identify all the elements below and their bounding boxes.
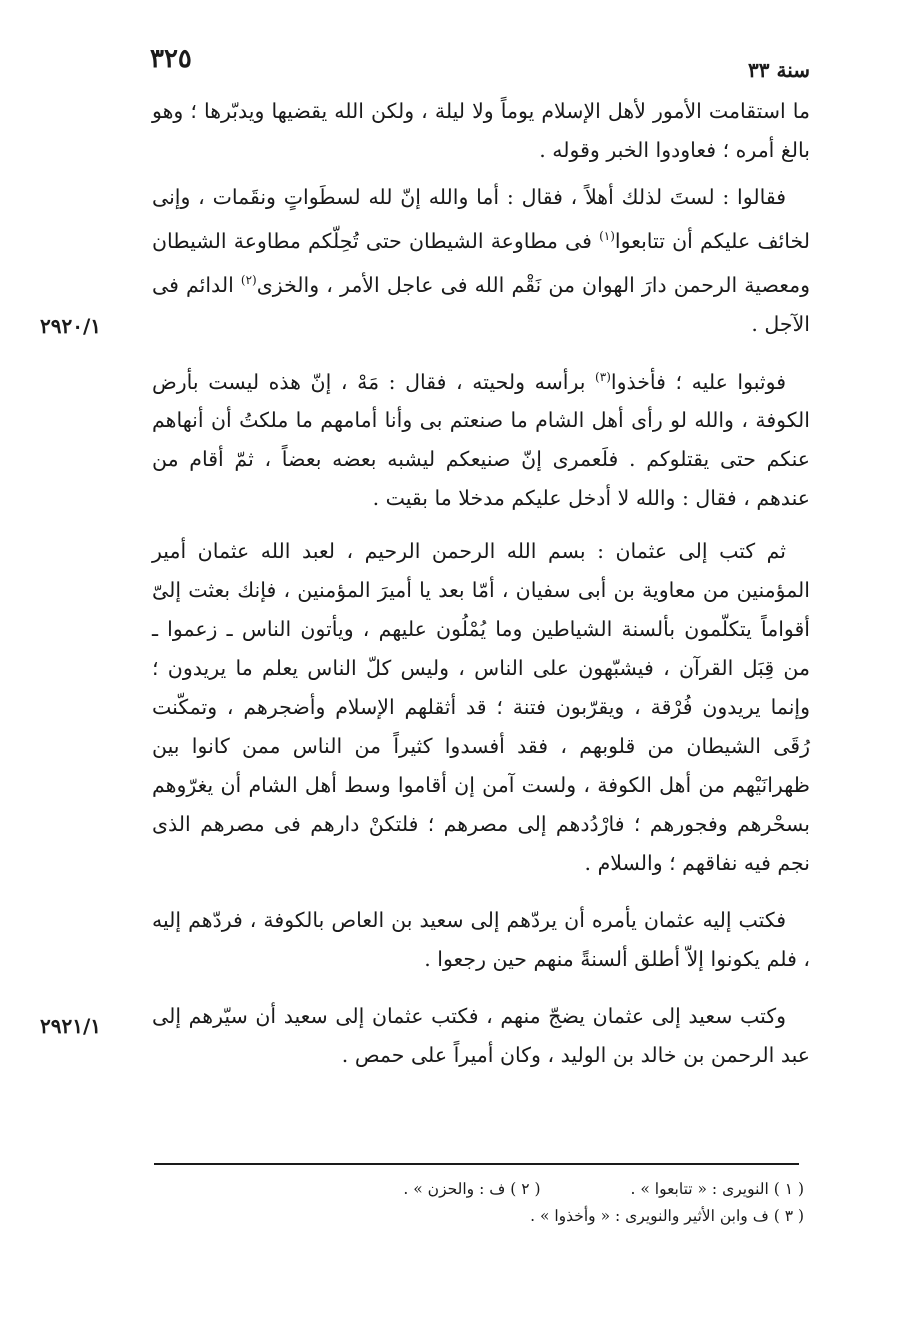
footnote-divider [154,1163,799,1165]
footnote-ref-1: (١) [599,229,615,243]
paragraph-1: ما استقامت الأمور لأهل الإسلام يوماً ولا ليلة ، ولكن الله يقضيها ويدبّرها ؛ وهو بالغ أمره ؛ فعاودوا الخبر وقوله . [152,99,810,162]
paragraph-3-part-a: فوثبوا عليه ؛ فأخذوا [610,369,786,394]
footnote-ref-2: (٢) [240,272,257,287]
page-number: ٣٢٥ [150,44,192,74]
footnote-row-1 [154,1176,804,1203]
paragraph-5: فكتب إليه عثمان يأمره أن يردّهم إلى سعيد بن العاص بالكوفة ، فردّهم إليه ، فلم يكونوا إلاّ أطلق ألسنةً منهم حين رجعوا . [152,908,810,972]
paragraph-2-part-c: الدائم فى الآجل . [152,272,810,336]
footnote-2: ( ٢ ) ف : والحزن » . [403,1180,541,1198]
body-text [152,92,810,1075]
paragraph-3-part-b: برأسه ولحيته ، فقال : مَهْ ، إنّ هذه ليست بأرض الكوفة ، والله لو رأى أهل الشام ما صنعتم بى وأنا أمامهم ما ملكتُ أن أنهاهم عنكم حتى يقتلوكم . فلَعمرى إنّ صنيعكم ليشبه بعضه بعضاً ، ثمّ أقام من عندهم ، فقال : والله لا أدخل عليكم مدخلا ما بقيت . [152,369,810,511]
footnote-3: ( ٣ ) ف وابن الأثير والنويرى : « وأخذوا » . [530,1207,804,1225]
paragraph-3 [152,358,810,519]
page-header [150,44,810,84]
paragraph-2-part-b: فى مطاوعة الشيطان حتى تُحِلّكم مطاوعة الشيطان ومعصية الرحمن دارَ الهوان من نَقْم الله فى عاجل الأمر ، والخزى [152,228,810,297]
footnote-ref-3: (٣) [595,369,611,384]
footnote-1: ( ١ ) النويرى : « تتابعوا » . [630,1180,804,1198]
paragraph-4: ثم كتب إلى عثمان : بسم الله الرحمن الرحيم ، لعبد الله عثمان أمير المؤمنين من معاوية بن أبى سفيان ، أمّا بعد يا أميرَ المؤمنين ، فإنك بعثت إلىّ أقواماً يتكلّمون بألسنة الشياطين وما يُمْلُون عليهم ، ويأتون الناس ـ زعموا ـ من قِبَل القرآن ، فيشبّهون على الناس ، وليس كلّ الناس يعلم ما يريدون ؛ وإنما يريدون فُرْقة ، ويقرّبون فتنة ؛ قد أثقلهم الإسلام وأضجرهم ، وتمكّنت رُقَى الشيطان من قلوبهم ، فقد أفسدوا كثيراً من الناس ممن كانوا بين ظهرانَيْهم من أهل الكوفة ، ولست آمن إن أقاموا وسط أهل الشام أن يغرّوهم بسحْرهم وفجورهم ؛ فارْدُدهم إلى مصرهم ؛ فلتكنْ دارهم فى مصرهم الذى نجم فيه نفاقهم ؛ والسلام . [152,539,810,876]
margin-number-2920: ٢٩٢٠/١ [40,314,102,338]
footnotes [154,1176,804,1230]
margin-number-2921: ٢٩٢١/١ [40,1014,102,1038]
paragraph-6: وكتب سعيد إلى عثمان يضجّ منهم ، فكتب عثمان إلى سعيد أن سيّرهم إلى عبد الرحمن بن خالد بن الوليد ، وكان أميراً على حمص . [152,1004,810,1068]
paragraph-2-part-a: فقالوا : لستَ لذلك أهلاً ، فقال : أما والله إنّ لله لسطَواتٍ ونقَمات ، وإنى لخائف عليكم أن تتابعوا [152,185,810,253]
paragraph-2 [152,178,810,344]
running-head: سنة ٣٣ [748,58,810,82]
